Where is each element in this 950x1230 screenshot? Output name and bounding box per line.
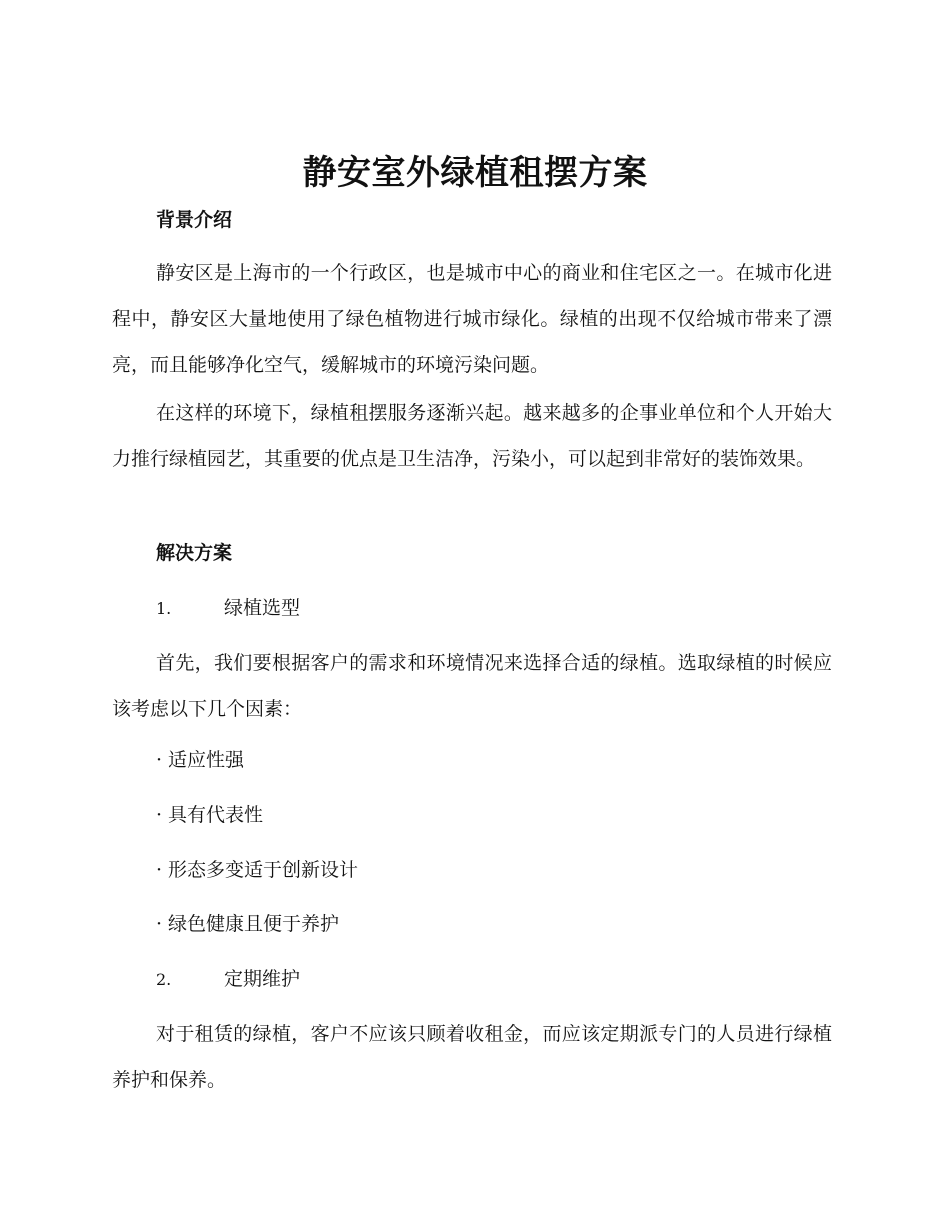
list-item-2 <box>156 964 300 995</box>
list-item-label: 绿植选型 <box>224 597 301 619</box>
list-item-number: 1. <box>156 599 172 618</box>
paragraph-background-2: 在这样的环境下，绿植租摆服务逐渐兴起。越来越多的企事业单位和个人开始大力推行绿植园艺，其重要的优点是卫生洁净，污染小，可以起到非常好的装饰效果。 <box>112 402 832 470</box>
bullet-dot-icon: · <box>156 859 163 881</box>
paragraph-selection: 首先，我们要根据客户的需求和环境情况来选择合适的绿植。选取绿植的时候应该考虑以下几个因素： <box>112 652 832 720</box>
document-title: 静安室外绿植租摆方案 <box>302 153 648 193</box>
paragraph-background-1: 静安区是上海市的一个行政区，也是城市中心的商业和住宅区之一。在城市化进程中，静安区大量地使用了绿色植物进行城市绿化。绿植的出现不仅给城市带来了漂亮，而且能够净化空气，缓解城市的环境污染问题。 <box>112 262 832 376</box>
bullet-text: 具有代表性 <box>168 804 264 826</box>
bullet-text: 形态多变适于创新设计 <box>168 859 359 881</box>
section-heading-background: 背景介绍 <box>156 209 233 231</box>
list-item-label: 定期维护 <box>224 968 301 990</box>
bullet-text: 适应性强 <box>168 749 245 771</box>
bullet-item <box>156 855 358 885</box>
section-heading-solution: 解决方案 <box>156 542 233 564</box>
bullet-item <box>156 800 263 830</box>
list-item-1 <box>156 593 300 624</box>
bullet-dot-icon: · <box>156 804 163 826</box>
bullet-text: 绿色健康且便于养护 <box>168 913 340 935</box>
paragraph-maintenance: 对于租赁的绿植，客户不应该只顾着收租金，而应该定期派专门的人员进行绿植养护和保养。 <box>112 1023 832 1091</box>
list-item-number: 2. <box>156 970 172 989</box>
bullet-dot-icon: · <box>156 749 163 771</box>
bullet-item <box>156 745 244 775</box>
bullet-dot-icon: · <box>156 913 163 935</box>
bullet-item <box>156 909 339 939</box>
